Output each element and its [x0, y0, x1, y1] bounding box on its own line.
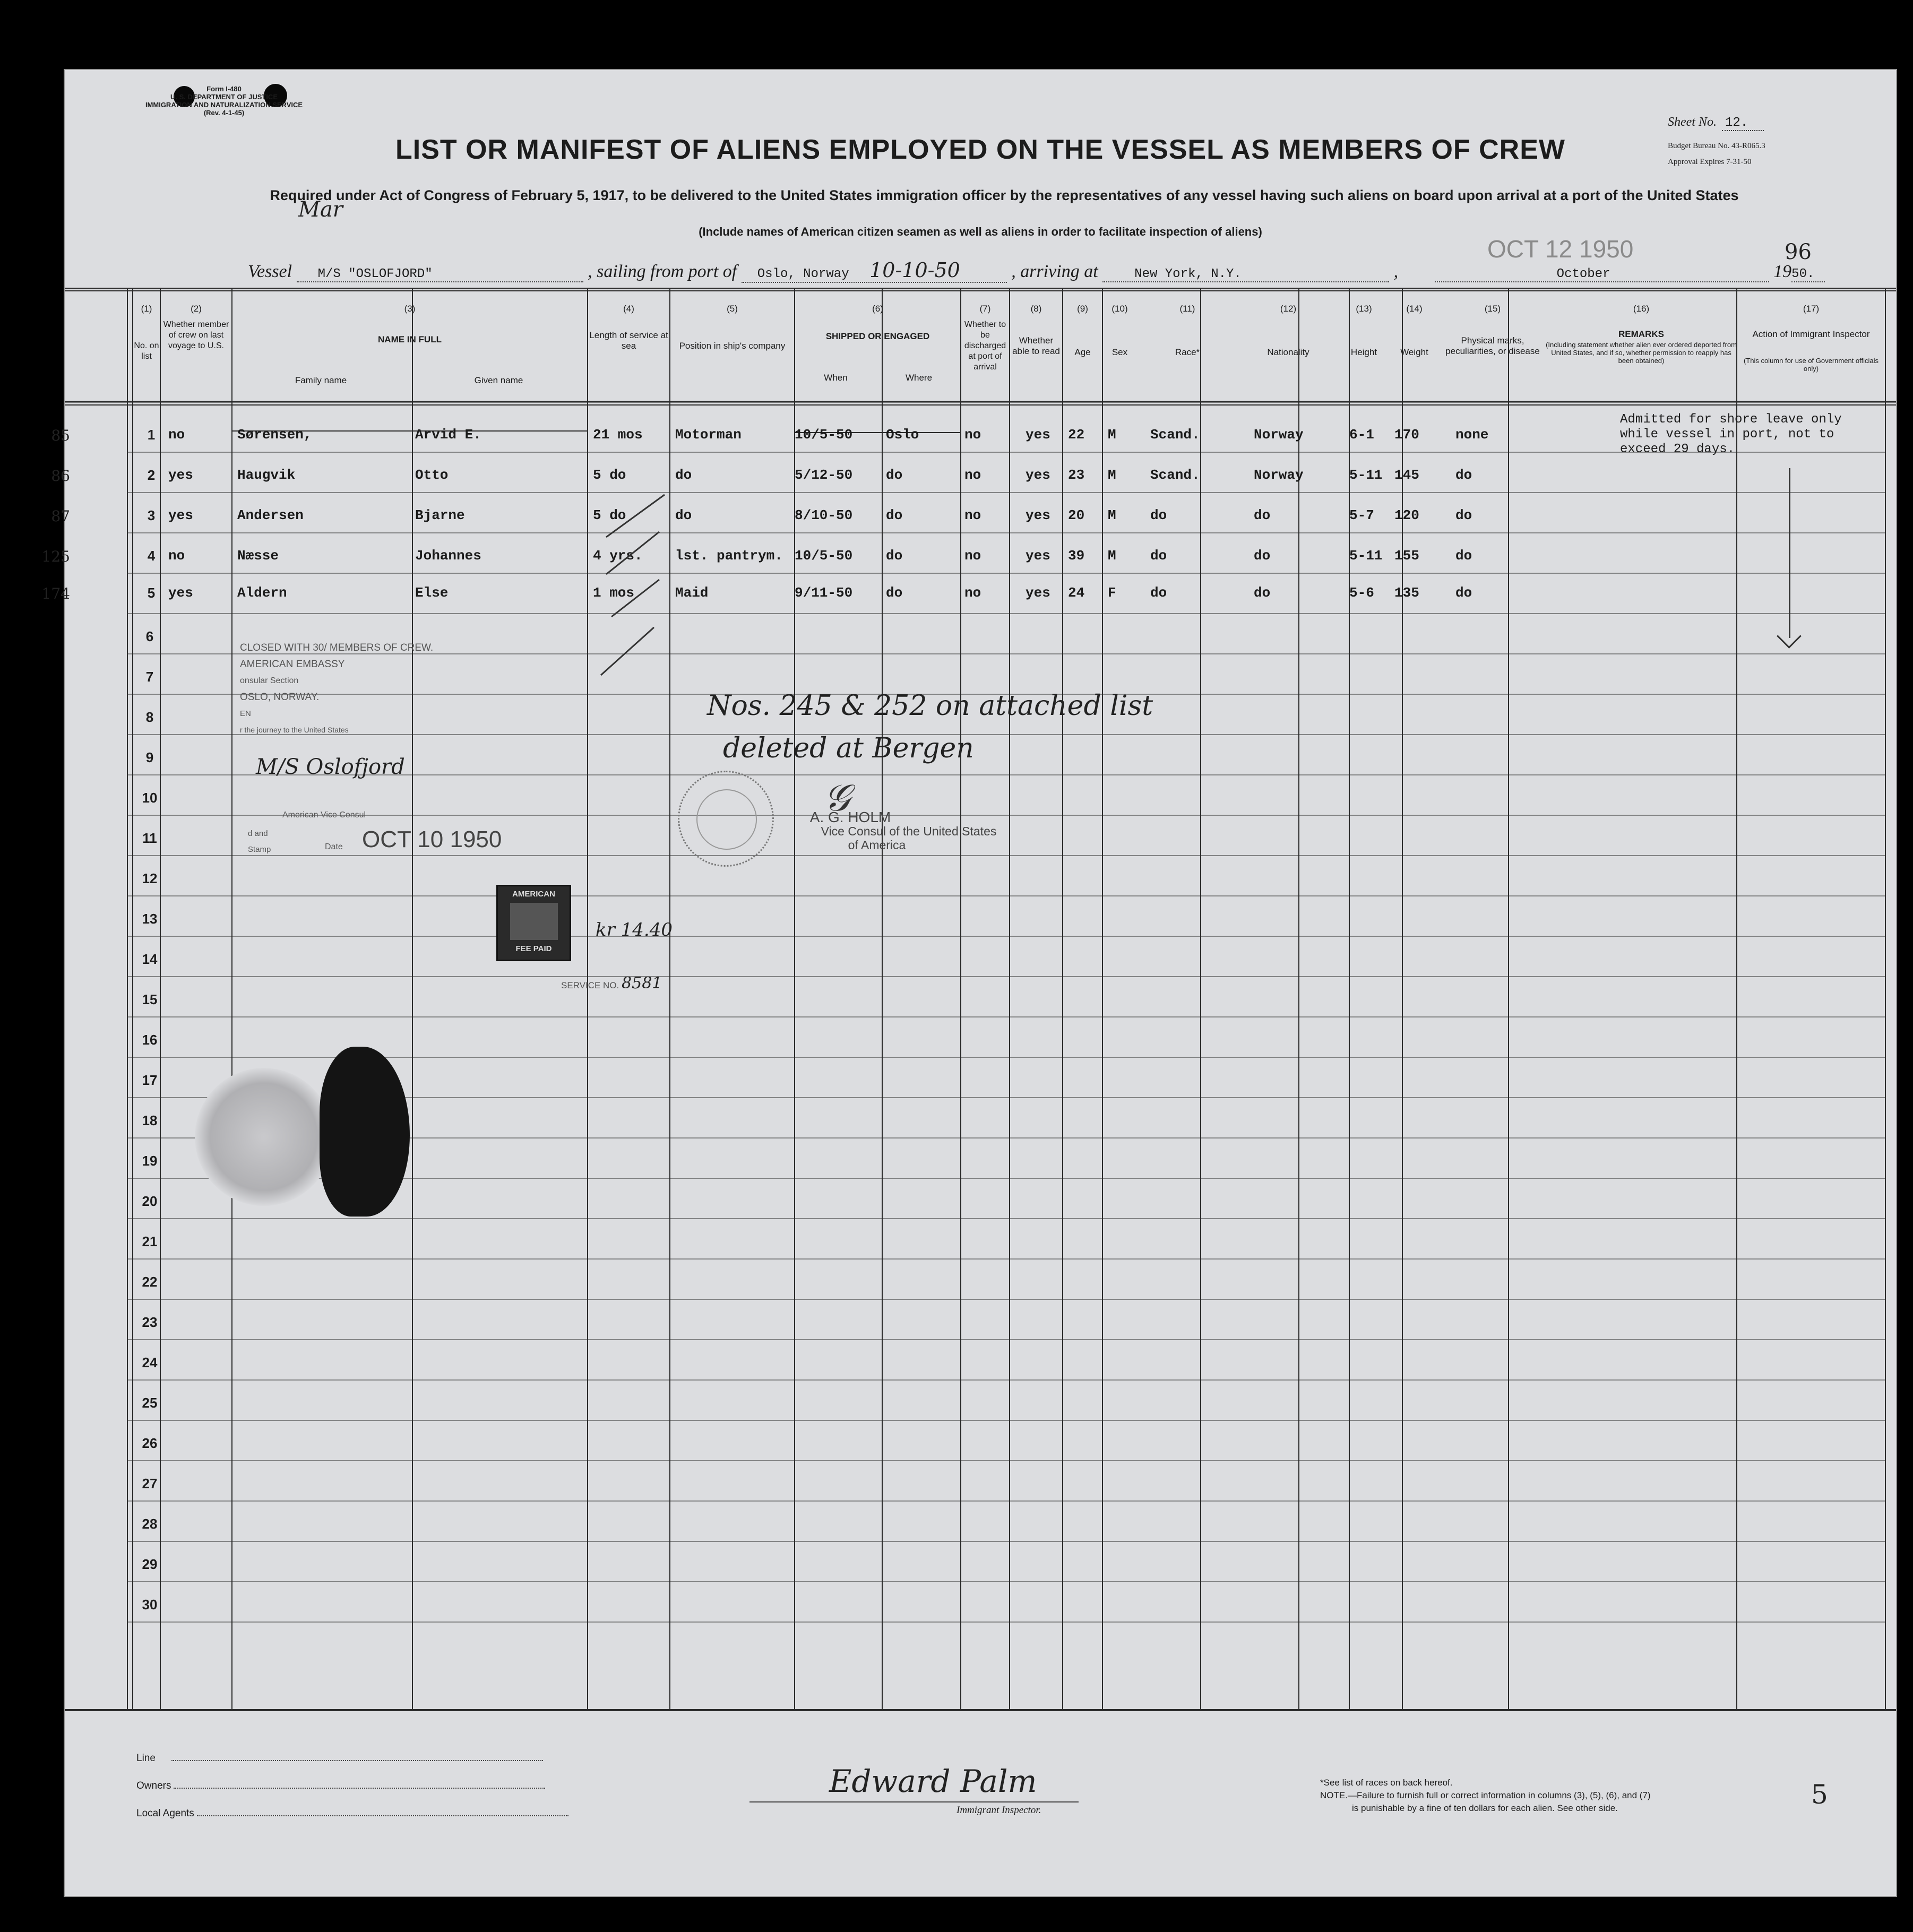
column-label-position: Position in ship's company [679, 341, 786, 351]
vice-consul-label: American Vice Consul [282, 810, 366, 820]
row-length: 21 mos [593, 427, 643, 443]
row-crew: yes [168, 467, 193, 483]
sheet-label: Sheet No. [1668, 115, 1717, 129]
row-number: 19 [142, 1153, 158, 1169]
column-number-15: (15) [1484, 304, 1501, 314]
deleted-note-line: Nos. 245 & 252 on attached list [707, 690, 1153, 722]
row-age: 23 [1068, 467, 1085, 483]
column-label-race: Race* [1175, 347, 1200, 357]
holm-block [776, 810, 1041, 852]
column-label-action-sub: (This column for use of Government officials only) [1743, 357, 1879, 373]
note-races: *See list of races on back hereof. [1320, 1778, 1453, 1788]
row-discharged: no [964, 585, 981, 601]
row-number: 7 [145, 669, 154, 685]
departure-date-hand: 10-10-50 [869, 258, 960, 282]
column-number-2: (2) [191, 304, 202, 314]
form-number: Form I-480 [206, 85, 242, 93]
row-weight: 135 [1394, 585, 1419, 601]
sheet-value: 12. [1722, 116, 1764, 131]
row-marks: none [1455, 427, 1489, 443]
row-number: 11 [142, 830, 157, 846]
embossed-seal [195, 1068, 333, 1206]
row-when: 10/5-50 [795, 427, 853, 443]
received-date-stamp: OCT 12 1950 [1487, 235, 1634, 263]
row-where: Oslo [886, 427, 919, 443]
row-read: yes [1026, 467, 1050, 483]
stamp-line: onsular Section [240, 676, 299, 685]
column-label-given-name: Given name [474, 375, 523, 385]
row-height: 5-6 [1349, 585, 1374, 601]
row-position: do [675, 467, 692, 483]
row-length: 5 do [593, 507, 626, 523]
row-marks: do [1455, 467, 1472, 483]
port-field [742, 258, 1007, 283]
owners-label: Owners [136, 1780, 171, 1791]
row-number: 10 [142, 790, 158, 806]
budget-bureau: Budget Bureau No. 43-R065.3 [1668, 142, 1765, 150]
holm-signature-mark: 𝒢 [824, 776, 850, 820]
row-discharged: no [964, 548, 981, 564]
row-sex: F [1108, 585, 1116, 601]
arrival-year: 50. [1791, 267, 1825, 282]
row-where: do [886, 507, 903, 523]
page-title: LIST OR MANIFEST OF ALIENS EMPLOYED ON THE VESSEL AS MEMBERS OF CREW [395, 134, 1565, 165]
column-label-height: Height [1350, 347, 1377, 357]
consul-title: Vice Consul of the United States [821, 824, 997, 838]
column-label-shipped: SHIPPED OR ENGAGED [825, 331, 930, 341]
manifest-sheet [41, 69, 1897, 1897]
arrival-month: October [1435, 267, 1769, 282]
row-when: 9/11-50 [795, 585, 853, 601]
row-number: 22 [142, 1274, 158, 1290]
row-when: 5/12-50 [795, 467, 853, 483]
column-number-6: (6) [872, 304, 883, 314]
footer-labels [136, 1745, 568, 1827]
vessel-line: Vessel M/S "OSLOFJORD" , sailing from port of Oslo, Norway 10-10-50 , arriving at New York, N.Y. , October 1950. [248, 258, 1840, 283]
page-number-hand: 96 [1785, 240, 1812, 264]
row-number: 24 [142, 1355, 158, 1370]
row-number: 9 [145, 749, 154, 765]
row-margin-number: 125 [41, 548, 70, 565]
row-number: 30 [142, 1597, 158, 1612]
stamp-line: d and [248, 829, 268, 838]
arrival-port: New York, N.Y. [1102, 267, 1389, 282]
fee-stamp-top: AMERICAN [512, 890, 555, 899]
include-statement: (Include names of American citizen seamen as well as aliens in order to facilitate inspection of aliens) [699, 225, 1262, 238]
column-label-no: No. on list [134, 341, 159, 361]
row-sex: M [1108, 427, 1116, 443]
column-label-family-name: Family name [295, 375, 347, 385]
year-prefix: 19 [1773, 262, 1792, 281]
inspector-label: Immigrant Inspector. [956, 1805, 1041, 1816]
consul-name: A. G. HOLM [809, 809, 891, 825]
row-number: 28 [142, 1516, 158, 1532]
row-position: do [675, 507, 692, 523]
row-marks: do [1455, 585, 1472, 601]
row-given: Bjarne [415, 507, 465, 523]
row-race: Scand. [1150, 467, 1200, 483]
row-number: 23 [142, 1314, 158, 1330]
row-crew: no [168, 427, 185, 443]
row-sex: M [1108, 507, 1116, 523]
row-weight: 155 [1394, 548, 1419, 564]
row-length: 5 do [593, 467, 626, 483]
fee-stamp-bottom: FEE PAID [515, 944, 552, 953]
column-number-17: (17) [1803, 304, 1820, 314]
column-label-nationality: Nationality [1267, 347, 1309, 357]
row-number: 12 [142, 870, 158, 886]
column-number-14: (14) [1406, 304, 1423, 314]
row-number: 4 [147, 548, 156, 564]
consul-title: of America [848, 838, 906, 852]
row-discharged: no [964, 427, 981, 443]
row-family: Aldern [237, 585, 287, 601]
row-number: 2 [147, 467, 156, 483]
row-family: Næsse [237, 548, 279, 564]
row-discharged: no [964, 507, 981, 523]
row-weight: 170 [1394, 427, 1419, 443]
sheet-number [1668, 115, 1764, 130]
footer-agents [136, 1800, 568, 1827]
stamp-line: AMERICAN EMBASSY [240, 659, 345, 670]
budget-info [1668, 138, 1765, 170]
note-fine: is punishable by a fine of ten dollars for each alien. See other side. [1352, 1803, 1618, 1813]
column-label-length: Length of service at sea [589, 330, 668, 351]
row-age: 24 [1068, 585, 1085, 601]
row-margin-number: 87 [51, 507, 70, 525]
row-margin-number: 174 [41, 585, 70, 602]
row-read: yes [1026, 548, 1050, 564]
approval-expires: Approval Expires 7-31-50 [1668, 158, 1752, 166]
check-marks [532, 442, 680, 696]
row-number: 20 [142, 1193, 158, 1209]
inspector-line [749, 1801, 1079, 1802]
sailing-label: , sailing from port of [588, 262, 737, 281]
stamp-date-label: Date [325, 842, 343, 851]
service-number-label: SERVICE NO. [561, 980, 619, 990]
fee-stamp-image [510, 903, 558, 940]
column-number-5: (5) [727, 304, 738, 314]
column-number-8: (8) [1030, 304, 1042, 314]
row-number: 26 [142, 1435, 158, 1451]
row-crew: yes [168, 507, 193, 523]
row-weight: 120 [1394, 507, 1419, 523]
row-number: 1 [147, 427, 156, 443]
remarks-arrow [1789, 468, 1790, 638]
row-race: Scand. [1150, 427, 1200, 443]
row-length: 1 mos [593, 585, 635, 601]
department: U. S. DEPARTMENT OF JUSTICE [170, 93, 278, 101]
column-number-13: (13) [1356, 304, 1372, 314]
page-mark-hand: 5 [1811, 1779, 1828, 1810]
stamp-line: OSLO, NORWAY. [240, 692, 320, 703]
row-age: 20 [1068, 507, 1085, 523]
row-nationality: do [1254, 507, 1271, 523]
column-label-action: Action of Immigrant Inspector [1752, 329, 1870, 339]
stamp-line: Stamp [248, 845, 271, 854]
column-number-12: (12) [1280, 304, 1297, 314]
column-number-7: (7) [979, 304, 991, 314]
fee-amount-hand: kr 14.40 [596, 919, 673, 941]
row-sex: M [1108, 467, 1116, 483]
row-height: 5-11 [1349, 548, 1383, 564]
row-position: Maid [675, 585, 709, 601]
row-weight: 145 [1394, 467, 1419, 483]
row-nationality: do [1254, 548, 1271, 564]
row-family: Haugvik [237, 467, 296, 483]
column-number-3: (3) [404, 304, 416, 314]
row-nationality: Norway [1254, 467, 1304, 483]
column-label-crew: Whether member of crew on last voyage to U.S. [163, 320, 229, 350]
column-number-11: (11) [1179, 304, 1195, 314]
row-race: do [1150, 585, 1167, 601]
row-given: Arvid E. [415, 427, 481, 443]
stamp-line: CLOSED WITH 30/ MEMBERS OF CREW. [240, 642, 434, 653]
row-age: 39 [1068, 548, 1085, 564]
column-label-weight: Weight [1400, 347, 1428, 357]
row-sex: M [1108, 548, 1116, 564]
row-height: 5-11 [1349, 467, 1383, 483]
departure-port: Oslo, Norway [757, 267, 849, 281]
column-label-discharged: Whether to be discharged at port of arrival [964, 320, 1006, 372]
row-family: Andersen [237, 507, 304, 523]
row-number: 5 [147, 585, 156, 601]
stamp-vessel-hand: M/S Oslofjord [256, 755, 405, 779]
row-number: 17 [142, 1072, 158, 1088]
column-label-when: When [824, 373, 848, 383]
note-penalty: NOTE.—Failure to furnish full or correct information in columns (3), (5), (6), and (7) [1320, 1790, 1651, 1800]
column-label-read: Whether able to read [1012, 335, 1060, 356]
row-race: do [1150, 507, 1167, 523]
row-margin-number: 85 [51, 427, 70, 444]
row-number: 29 [142, 1556, 158, 1572]
row-height: 6-1 [1349, 427, 1374, 443]
stamp-line: EN [240, 709, 251, 718]
column-label-marks: Physical marks, peculiarities, or disease [1445, 335, 1540, 356]
row-where: do [886, 585, 903, 601]
line-label: Line [136, 1753, 156, 1764]
service-name: IMMIGRATION AND NATURALIZATION SERVICE [145, 101, 303, 109]
row-when: 10/5-50 [795, 548, 853, 564]
row-marks: do [1455, 548, 1472, 564]
deleted-note [707, 685, 1153, 770]
agents-label: Local Agents [136, 1808, 194, 1819]
vessel-name: M/S "OSLOFJORD" [297, 267, 583, 282]
row-marks: do [1455, 507, 1472, 523]
column-number-9: (9) [1077, 304, 1088, 314]
row-where: do [886, 548, 903, 564]
row-number: 18 [142, 1112, 158, 1128]
required-statement: Required under Act of Congress of February 5, 1917, to be delivered to the United States immigration officer by the representatives of any vessel having such aliens on board upon arrival at a port of the United States [270, 187, 1739, 203]
row-margin-number: 86 [51, 467, 70, 485]
column-number-16: (16) [1633, 304, 1650, 314]
service-number [561, 974, 662, 993]
column-number-1: (1) [141, 304, 152, 314]
handwritten-note: Mar [298, 197, 343, 222]
inspector-signature: Edward Palm [829, 1763, 1037, 1799]
row-where: do [886, 467, 903, 483]
row-given: Else [415, 585, 449, 601]
embassy-stamp [240, 640, 433, 738]
row-length: 4 yrs. [593, 548, 643, 564]
column-label-sex: Sex [1111, 347, 1128, 357]
stamp-line: r the journey to the United States [240, 726, 349, 734]
footer-line [136, 1745, 568, 1772]
column-label-age: Age [1074, 347, 1091, 357]
row-number: 14 [142, 951, 158, 967]
row-race: do [1150, 548, 1167, 564]
deleted-note-line: deleted at Bergen [723, 732, 974, 764]
row-given: Johannes [415, 548, 481, 564]
column-label-where: Where [905, 373, 933, 383]
row-number: 27 [142, 1476, 158, 1491]
arriving-label: , arriving at [1011, 262, 1098, 281]
row-position: Motorman [675, 427, 742, 443]
footer-owners [136, 1772, 568, 1800]
row-read: yes [1026, 427, 1050, 443]
row-number: 3 [147, 507, 156, 523]
column-label-remarks-sub: (Including statement whether alien ever ordered deported from United States, and if so, whether permission to reapply has been obtained) [1546, 341, 1737, 365]
row-when: 8/10-50 [795, 507, 853, 523]
column-number-4: (4) [623, 304, 634, 314]
row-number: 6 [145, 628, 154, 644]
row-height: 5-7 [1349, 507, 1374, 523]
row-read: yes [1026, 585, 1050, 601]
row-read: yes [1026, 507, 1050, 523]
row-number: 16 [142, 1032, 158, 1048]
row-discharged: no [964, 467, 981, 483]
row-number: 15 [142, 991, 158, 1007]
vessel-label: Vessel [248, 262, 292, 281]
service-number-value: 8581 [622, 974, 662, 993]
row-age: 22 [1068, 427, 1085, 443]
row-crew: no [168, 548, 185, 564]
stamp-date: OCT 10 1950 [362, 826, 502, 852]
row-given: Otto [415, 467, 449, 483]
column-label-name: NAME IN FULL [378, 334, 442, 344]
row-nationality: Norway [1254, 427, 1304, 443]
column-label-remarks: REMARKS [1618, 329, 1664, 339]
row-crew: yes [168, 585, 193, 601]
row-number: 8 [145, 709, 154, 725]
row-family: Sørensen, [237, 427, 312, 443]
column-number-10: (10) [1111, 304, 1128, 314]
row-number: 25 [142, 1395, 158, 1411]
form-identifier [139, 85, 309, 117]
remarks-note: Admitted for shore leave only while vessel in port, not to exceed 29 days. [1620, 412, 1842, 456]
row-position: lst. pantrym. [675, 548, 783, 564]
row-number: 21 [142, 1234, 158, 1249]
revision: (Rev. 4-1-45) [203, 109, 245, 117]
fee-stamp [496, 885, 571, 961]
footer-notes [1320, 1776, 1651, 1815]
row-nationality: do [1254, 585, 1271, 601]
row-number: 13 [142, 911, 158, 927]
